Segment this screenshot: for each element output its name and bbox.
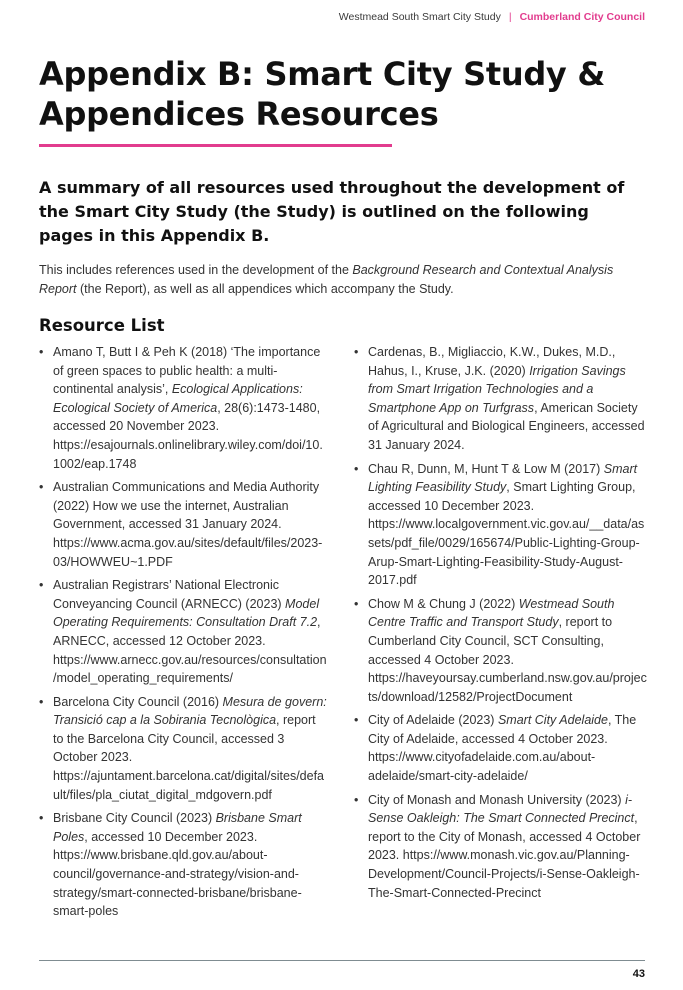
running-header (339, 11, 645, 23)
reference-title: Irrigation Savings from Smart Irrigation Technologies and a Smartphone App on Turfgrass (368, 363, 626, 415)
reference-item (354, 460, 650, 590)
reference-text: City of Adelaide (2023) (368, 713, 498, 728)
resource-list-left-column (39, 343, 329, 926)
reference-text: , report to the Barcelona City Council, accessed 3 October 2023. https://ajuntament.barcelona.cat/digital/sites/default/files/pla_ciutat_digital_mdgovern.pdf (53, 713, 324, 802)
reference-item (354, 343, 650, 455)
reference-text: , American Society of Agricultural and Biological Engineers, accessed 31 January 2024. (368, 400, 645, 452)
reference-text: Chau R, Dunn, M, Hunt T & Low M (2017) (368, 461, 604, 476)
reference-text: , accessed 10 December 2023. https://www.brisbane.qld.gov.au/about-council/governance-and-strategy/vision-and-strategy/smart-connected-brisbane/brisbane-smart-poles (53, 829, 302, 919)
reference-text: Australian Registrars’ National Electronic Conveyancing Council (ARNECC) (2023) (53, 578, 286, 611)
reference-text: , The City of Adelaide, accessed 4 October 2023. https://www.cityofadelaide.com.au/about-adelaide/smart-city-adelaide/ (368, 713, 637, 784)
reference-text: , Smart Lighting Group, accessed 10 December 2023. https://www.localgovernment.vic.gov.au/__data/assets/pdf_file/0029/165674/Public-Lighting-Group-Arup-Smart-Lighting-Feasibility-Study-August-2017.pdf (368, 480, 645, 588)
reference-item (39, 576, 329, 688)
reference-text: Chow M & Chung J (2022) (368, 596, 519, 611)
reference-text: Cardenas, B., Migliaccio, K.W., Dukes, M.D., Hahus, I., Kruse, J.K. (2020) (368, 345, 616, 378)
resource-list-heading: Resource List (39, 316, 165, 335)
resource-list-right-column (354, 343, 650, 907)
header-council-name: Cumberland City Council (519, 11, 645, 23)
page-title: Appendix B: Smart City Study & Appendices Resources (39, 55, 605, 133)
reference-text: Australian Communications and Media Authority (2022) How we use the internet, Australian Government, accessed 31 January 2024. https://www.acma.gov.au/sites/default/files/2023-03/HOWWEU~1.PDF (53, 480, 323, 569)
reference-title: Westmead South Centre Traffic and Transport Study (368, 596, 615, 630)
title-underline (39, 144, 392, 147)
reference-text: Amano T, Butt I & Peh K (2018) ‘The importance of green spaces to public health: a multi-continental analysis’, (53, 345, 321, 397)
reference-text: Brisbane City Council (2023) (53, 811, 216, 826)
reference-text: , report to Cumberland City Council, SCT Consulting, accessed 4 October 2023. https://haveyoursay.cumberland.nsw.gov.au/projects/download/12582/ProjectDocument (368, 615, 647, 704)
intro-paragraph (39, 261, 649, 298)
reference-item (354, 595, 650, 707)
reference-text: , ARNECC, accessed 12 October 2023. https://www.arnecc.gov.au/resources/consultation/model_operating_requirements/ (53, 615, 327, 686)
intro-report-title: Background Research and Contextual Analysis Report (39, 263, 614, 296)
reference-item (39, 478, 329, 571)
reference-item (354, 711, 650, 785)
header-study-title: Westmead South Smart City Study (338, 11, 501, 23)
page-number: 43 (632, 968, 645, 980)
reference-text: Barcelona City Council (2016) (53, 694, 223, 709)
reference-title: i-Sense Oakleigh: The Smart Connected Precinct (368, 792, 635, 826)
reference-item (354, 791, 650, 903)
intro-text-end: (the Report), as well as all appendices which accompany the Study. (76, 281, 454, 296)
reference-title: Model Operating Requirements: Consultation Draft 7.2 (53, 596, 320, 630)
reference-text: , 28(6):1473-1480, accessed 20 November 2023. https://esajournals.onlinelibrary.wiley.com/doi/10.1002/eap.1748 (53, 400, 323, 471)
reference-title: Smart City Adelaide (497, 713, 608, 728)
reference-item (39, 693, 329, 805)
intro-text-start: This includes references used in the development of the (39, 263, 353, 277)
reference-title: Smart Lighting Feasibility Study (368, 461, 638, 495)
reference-text: , report to the City of Monash, accessed 4 October 2023. https://www.monash.vic.gov.au/Planning-Development/Council-Projects/i-Sense-Oakleigh-The-Smart-Connected-Precinct (368, 811, 641, 900)
reference-title: Mesura de govern: Transició cap a la Sobirania Tecnològica (53, 694, 327, 728)
footer-divider (39, 960, 645, 961)
reference-text: City of Monash and Monash University (2023) (368, 792, 626, 807)
reference-item (39, 343, 329, 473)
header-separator: | (508, 11, 512, 23)
reference-title: Ecological Applications: Ecological Society of America (53, 382, 303, 415)
reference-title: Brisbane Smart Poles (53, 811, 302, 844)
reference-item (39, 809, 329, 921)
summary-paragraph: A summary of all resources used throughout the development of the Smart City Study (the Study) is outlined on the following pages in this Appendix B. (39, 178, 625, 245)
